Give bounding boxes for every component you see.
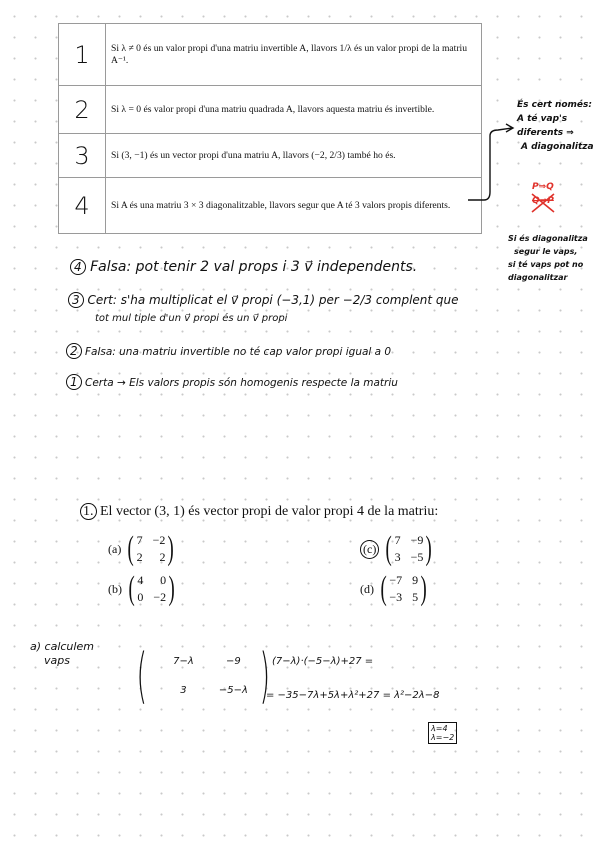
option-b: (b) ( 4 0 0 −2 ) xyxy=(108,572,177,606)
answer-1: 1 Certa → Els valors propis són homogenis respecte la matriu xyxy=(66,375,398,389)
answer-3-cont: tot mul tiple d'un v⃗ propi és un v⃗ propi xyxy=(95,313,288,324)
option-d: (d) ( −7 9 −3 5 ) xyxy=(360,572,429,606)
side-note-red: P⇒Q Q⇒P xyxy=(532,182,554,206)
work-line-2: = −35−7λ+5λ+λ²+27 = λ²−2λ−8 xyxy=(266,690,440,701)
question-1 xyxy=(80,504,438,520)
statement-number: 3 xyxy=(59,134,106,178)
side-note-bottom: Si és diagonalitza segur le vaps, si té vaps pot no diagonalitzar xyxy=(508,234,588,282)
table-row xyxy=(59,86,482,134)
matrix: ( −7 9 −3 5 ) xyxy=(380,570,427,607)
statements-table xyxy=(58,23,482,234)
cross-mark xyxy=(528,190,558,216)
statement-text: Si (3, −1) és un vector propi d'una matriu A, llavors (−2, 2/3) també ho és. xyxy=(106,134,482,178)
answer-4: 4 Falsa: pot tenir 2 val props i 3 v⃗ independents. xyxy=(70,259,417,275)
statement-number: 2 xyxy=(59,86,106,134)
work-line-1: (7−λ)·(−5−λ)+27 = xyxy=(272,656,374,667)
result-box: λ=4 λ=−2 xyxy=(428,722,457,744)
question-number: 1. xyxy=(80,503,97,520)
table-row xyxy=(59,134,482,178)
question-text: El vector (3, 1) és vector propi de valor propi 4 de la matriu: xyxy=(100,504,439,519)
statement-text: Si λ = 0 és valor propi d'una matriu quadrada A, llavors aquesta matriu és invertible. xyxy=(106,86,482,134)
statement-text: Si A és una matriu 3 × 3 diagonalitzable, llavors segur que A té 3 valors propis diferents. xyxy=(106,178,482,234)
work-label: a) calculem vaps xyxy=(30,640,94,667)
statement-text: Si λ ≠ 0 és un valor propi d'una matriu invertible A, llavors 1/λ és un valor propi de la matriu A⁻¹. xyxy=(106,24,482,86)
bracket-arrow-drawing xyxy=(460,118,520,208)
matrix: ( 7 −9 3 −5 ) xyxy=(385,530,433,567)
statement-number: 4 xyxy=(59,178,106,234)
side-note: És cert només: A té vap's diferents ⇒ A diagonalitza xyxy=(517,100,594,152)
matrix: ( 4 0 0 −2 ) xyxy=(128,570,175,607)
selected-mark: (c) xyxy=(360,540,379,559)
answer-3: 3 Cert: s'ha multiplicat el v⃗ propi (−3,1) per −2/3 complent que xyxy=(68,293,459,307)
matrix: ( 7 −2 2 2 ) xyxy=(127,530,175,567)
table-row xyxy=(59,178,482,234)
option-c xyxy=(360,532,435,566)
option-a: (a) ( 7 −2 2 2 ) xyxy=(108,532,177,566)
table-row xyxy=(59,24,482,86)
statement-number: 1 xyxy=(59,24,106,86)
work-matrix: ( 7−λ −9 3 −5−λ ) xyxy=(136,641,271,711)
answer-2: 2 Falsa: una matriu invertible no té cap valor propi igual a 0 xyxy=(66,344,391,358)
